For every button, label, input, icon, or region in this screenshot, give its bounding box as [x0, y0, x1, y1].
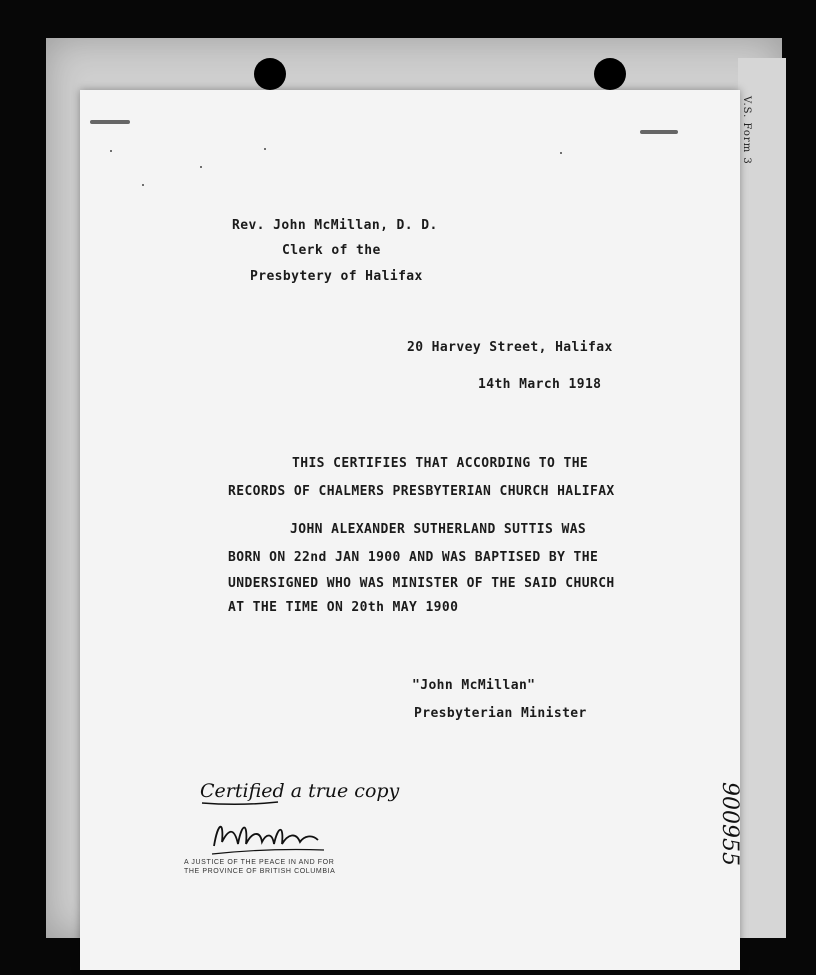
back-sheet-edge — [738, 58, 786, 938]
speck — [142, 184, 144, 186]
justice-stamp — [184, 858, 335, 876]
body-line-6: AT THE TIME ON 20th MAY 1900 — [228, 600, 459, 615]
form-label: V.S. Form 3 — [741, 96, 752, 165]
body-line-1: THIS CERTIFIES THAT ACCORDING TO THE — [292, 456, 589, 471]
justice-signature — [208, 812, 328, 858]
sender-line-3: Presbytery of Halifax — [250, 269, 423, 284]
signature-name: "John McMillan" — [412, 678, 536, 693]
body-line-4: BORN ON 22nd JAN 1900 AND WAS BAPTISED BY THE — [228, 550, 599, 565]
sender-line-2: Clerk of the — [282, 243, 381, 258]
body-line-5: UNDERSIGNED WHO WAS MINISTER OF THE SAID CHURCH — [228, 576, 615, 591]
paper-clip-left — [90, 120, 130, 124]
body-line-3: JOHN ALEXANDER SUTHERLAND SUTTIS WAS — [290, 522, 587, 537]
certificate-page — [80, 90, 740, 970]
punch-hole-left — [254, 58, 286, 90]
certified-underline — [200, 800, 280, 806]
paper-clip-right — [640, 130, 678, 134]
speck — [264, 148, 266, 150]
sender-line-1: Rev. John McMillan, D. D. — [232, 218, 438, 233]
speck — [560, 152, 562, 154]
speck — [110, 150, 112, 152]
date: 14th March 1918 — [478, 377, 602, 392]
certified-note: Certified a true copy — [200, 780, 400, 802]
speck — [200, 166, 202, 168]
address: 20 Harvey Street, Halifax — [407, 340, 613, 355]
signature-title: Presbyterian Minister — [414, 706, 587, 721]
body-line-2: RECORDS OF CHALMERS PRESBYTERIAN CHURCH HALIFAX — [228, 484, 615, 499]
punch-hole-right — [594, 58, 626, 90]
justice-stamp-line-2: THE PROVINCE OF BRITISH COLUMBIA — [184, 868, 336, 875]
justice-stamp-line-1: A JUSTICE OF THE PEACE IN AND FOR — [184, 859, 335, 866]
side-number: 900955 — [717, 782, 742, 866]
